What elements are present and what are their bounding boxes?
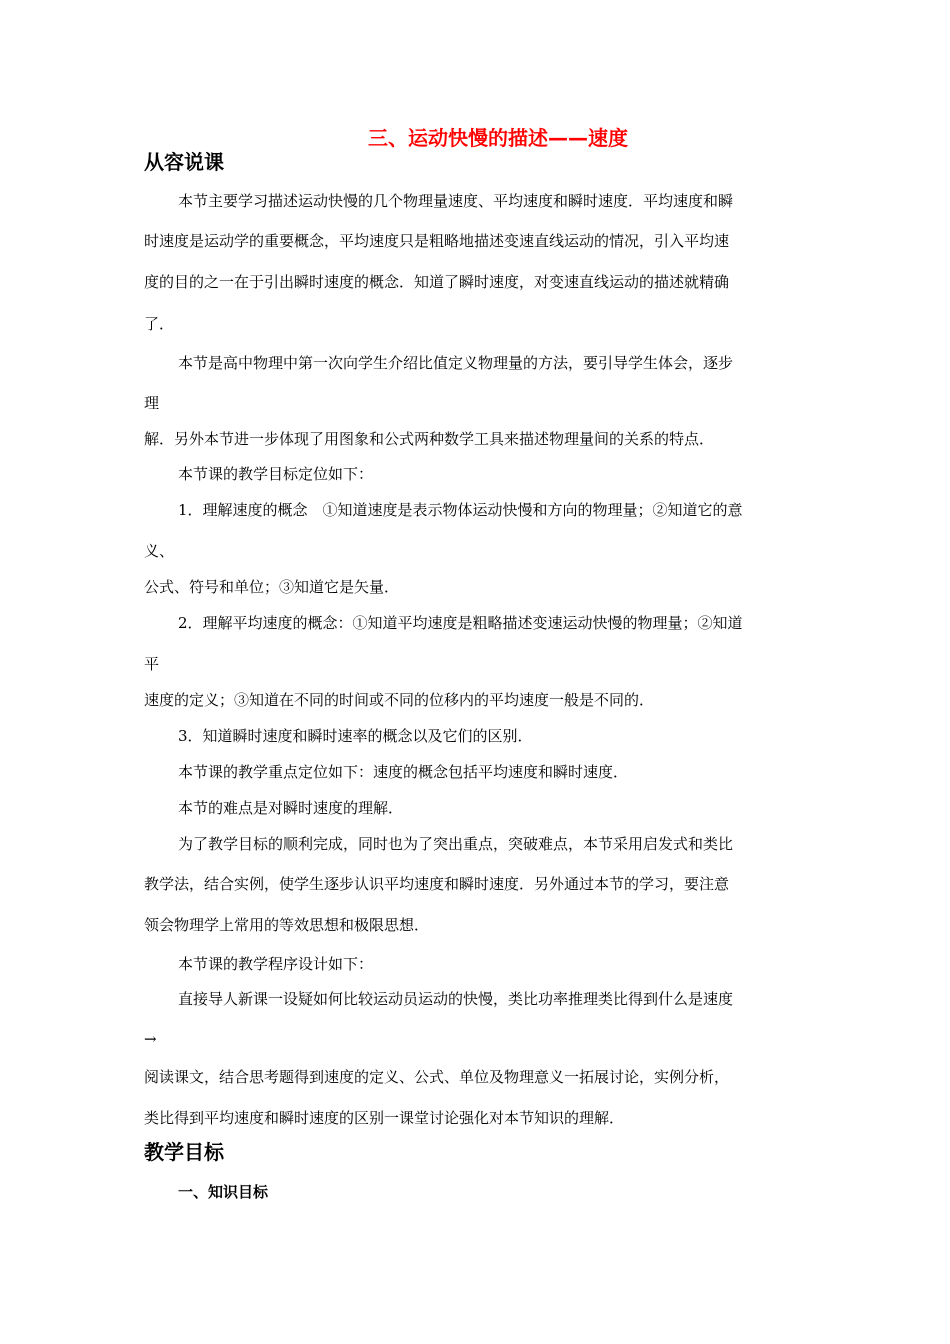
paragraph-line: 为了教学目标的顺利完成，同时也为了突出重点，突破难点，本节采用启发式和类比 [178, 835, 734, 853]
paragraph-line: 了． [144, 315, 175, 333]
document-title: 三、运动快慢的描述——速度 [368, 126, 628, 150]
paragraph-line: 理 [144, 394, 160, 412]
paragraph-line: 领会物理学上常用的等效思想和极限思想． [144, 916, 430, 934]
paragraph-line: 解．另外本节进一步体现了用图象和公式两种数学工具来描述物理量间的关系的特点． [144, 430, 715, 448]
paragraph-line: 2．理解平均速度的概念：①知道平均速度是粗略描述变速运动快慢的物理量；②知道 [178, 614, 743, 632]
paragraph-line: 3．知道瞬时速度和瞬时速率的概念以及它们的区别． [178, 727, 533, 745]
paragraph-line: 公式、符号和单位；③知道它是矢量． [144, 578, 400, 596]
paragraph-line: 时速度是运动学的重要概念，平均速度只是粗略地描述变速直线运动的情况，引入平均速 [144, 232, 730, 250]
subsection-heading-knowledge-goals: 一、知识目标 [178, 1183, 269, 1201]
paragraph-line: 本节课的教学目标定位如下： [178, 465, 374, 483]
paragraph-line: 类比得到平均速度和瞬时速度的区别一课堂讨论强化对本节知识的理解． [144, 1109, 625, 1127]
paragraph-line: 直接导人新课一设疑如何比较运动员运动的快慢，类比功率推理类比得到什么是速度 [178, 990, 734, 1008]
paragraph-line: 速度的定义；③知道在不同的时间或不同的位移内的平均速度一般是不同的． [144, 691, 655, 709]
paragraph-line: 阅读课文，结合思考题得到速度的定义、公式、单位及物理意义一拓展讨论，实例分析， [144, 1068, 730, 1086]
section-heading-lesson-talk: 从容说课 [144, 150, 224, 174]
paragraph-line: 平 [144, 655, 160, 673]
paragraph-line: 本节的难点是对瞬时速度的理解． [178, 799, 404, 817]
paragraph-line: 度的目的之一在于引出瞬时速度的概念．知道了瞬时速度，对变速直线运动的描述就精确 [144, 273, 730, 291]
paragraph-line: 本节课的教学重点定位如下：速度的概念包括平均速度和瞬时速度． [178, 763, 629, 781]
paragraph-line: 本节主要学习描述运动快慢的几个物理量速度、平均速度和瞬时速度．平均速度和瞬 [178, 192, 734, 210]
section-heading-teaching-goals: 教学目标 [144, 1140, 224, 1164]
paragraph-line: 本节课的教学程序设计如下： [178, 955, 374, 973]
paragraph-line: 本节是高中物理中第一次向学生介绍比值定义物理量的方法，要引导学生体会，逐步 [178, 354, 734, 372]
arrow-icon: → [144, 1030, 157, 1048]
paragraph-line: 教学法，结合实例，使学生逐步认识平均速度和瞬时速度．另外通过本节的学习，要注意 [144, 875, 730, 893]
paragraph-line: 义、 [144, 542, 175, 560]
paragraph-line: 1．理解速度的概念 ①知道速度是表示物体运动快慢和方向的物理量；②知道它的意 [178, 501, 743, 519]
